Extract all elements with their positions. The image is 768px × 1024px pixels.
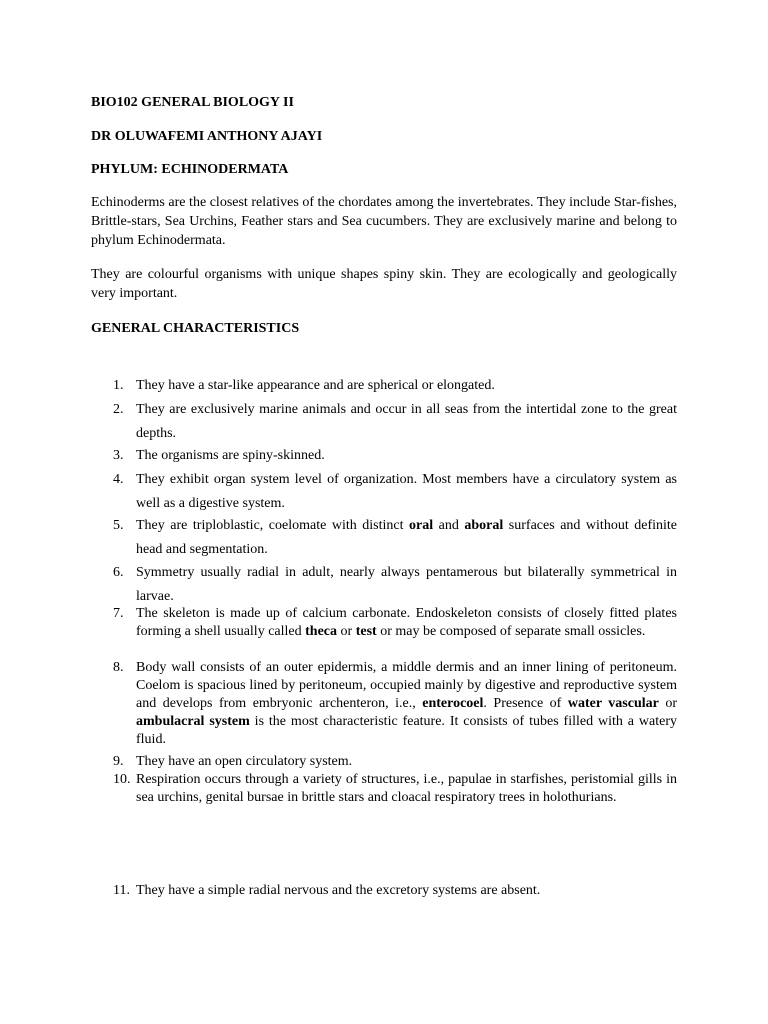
list-item: [113, 753, 677, 771]
list-item-text: Body wall consists of an outer epidermis, a middle dermis and an inner lining of peritoneum. Coelom is spacious lined by peritoneum, occupied mainly by digestive and reproductive system and develops from embryonic archenteron, i.e., enterocoel. Presence of water vascular or ambulacral system is the most characteristic feature. It consists of tubes filled with a watery fluid.: [136, 660, 677, 747]
list-item-number: 3.: [113, 448, 124, 463]
list-item-text: They have an open circulatory system.: [136, 754, 353, 769]
author-name: DR OLUWAFEMI ANTHONY AJAYI: [91, 129, 323, 144]
list-item-text: The organisms are spiny-skinned.: [136, 448, 325, 463]
term-theca: theca: [305, 624, 338, 639]
term-aboral: aboral: [464, 518, 504, 533]
list-item-text: They exhibit organ system level of organization. Most members have a circulatory system as well as a digestive system.: [136, 472, 677, 511]
list-item-text: Symmetry usually radial in adult, nearly always pentamerous but bilaterally symmetrical in larvae.: [136, 565, 677, 604]
list-item-number: 1.: [113, 378, 124, 393]
phylum-heading: PHYLUM: ECHINODERMATA: [91, 162, 289, 177]
list-item: [113, 561, 677, 609]
list-item: [113, 444, 677, 468]
term-oral: oral: [409, 518, 434, 533]
list-item: [113, 398, 677, 446]
list-item-text: They have a simple radial nervous and the excretory systems are absent.: [136, 883, 541, 898]
list-item-number: 5.: [113, 518, 124, 533]
list-item: [113, 882, 677, 900]
intro-paragraph: Echinoderms are the closest relatives of the chordates among the invertebrates. They include Star-fishes, Brittle-stars, Sea Urchins, Feather stars and Sea cucumbers. They are exclusively marine and belong to phylum Echinodermata.: [91, 195, 677, 248]
list-item: [113, 605, 677, 641]
list-item: [113, 659, 677, 749]
term-enterocoel: enterocoel: [422, 696, 484, 711]
term-ambulacral-system: ambulacral system: [136, 714, 250, 729]
list-item-text: They are triploblastic, coelomate with distinct oral and aboral surfaces and without definite head and segmentation.: [136, 518, 677, 557]
list-item: [113, 771, 677, 807]
list-item-number: 4.: [113, 472, 124, 487]
list-item-number: 7.: [113, 606, 124, 621]
list-item-text: The skeleton is made up of calcium carbonate. Endoskeleton consists of closely fitted plates forming a shell usually called theca or test or may be composed of separate small ossicles.: [136, 606, 677, 639]
term-water-vascular: water vascular: [567, 696, 659, 711]
list-item-number: 8.: [113, 660, 124, 675]
term-test: test: [355, 624, 377, 639]
list-item-number: 10.: [113, 772, 131, 787]
list-item-text: They are exclusively marine animals and occur in all seas from the intertidal zone to the great depths.: [136, 402, 677, 441]
list-item-text: Respiration occurs through a variety of structures, i.e., papulae in starfishes, peristomial gills in sea urchins, genital bursae in brittle stars and cloacal respiratory trees in holothurians.: [136, 772, 677, 805]
list-item-text: They have a star-like appearance and are spherical or elongated.: [136, 378, 495, 393]
list-item: [113, 374, 677, 398]
course-title: BIO102 GENERAL BIOLOGY II: [91, 95, 294, 110]
list-item-number: 2.: [113, 402, 124, 417]
list-item-number: 6.: [113, 565, 124, 580]
list-item: [113, 514, 677, 562]
list-item: [113, 468, 677, 516]
list-item-number: 9.: [113, 754, 124, 769]
section-heading: GENERAL CHARACTERISTICS: [91, 321, 300, 336]
second-paragraph: They are colourful organisms with unique shapes spiny skin. They are ecologically and geologically very important.: [91, 267, 677, 301]
list-item-number: 11.: [113, 883, 130, 898]
